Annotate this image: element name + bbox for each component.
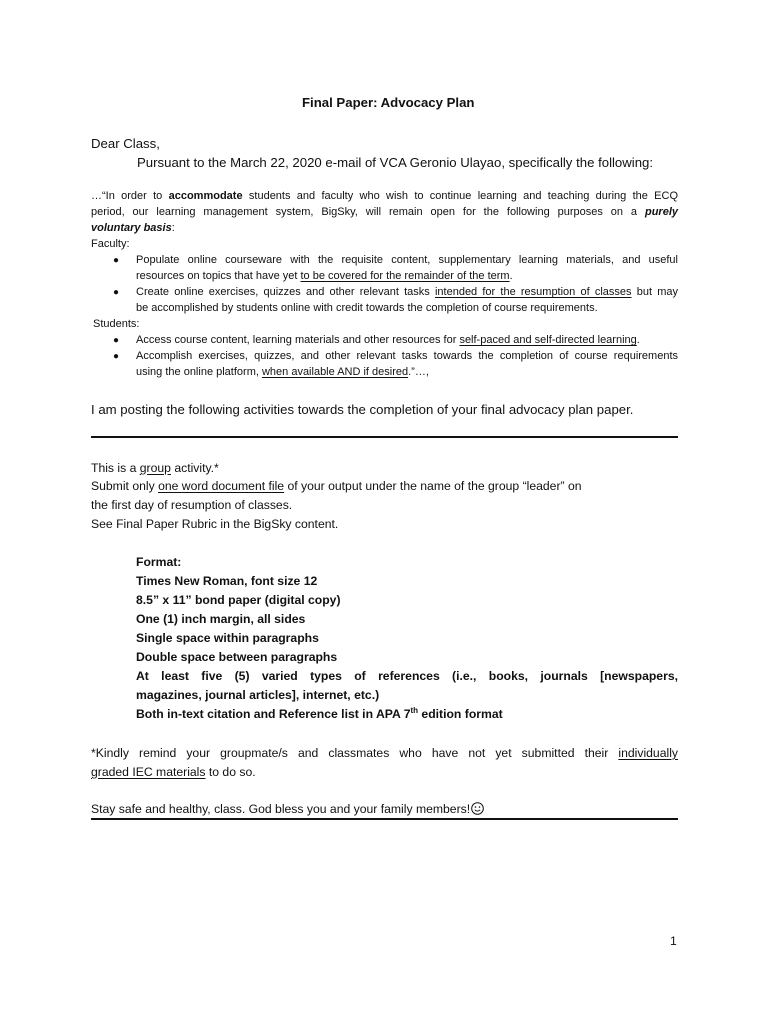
format-item: One (1) inch margin, all sides — [136, 612, 306, 626]
student-item-1-line-1: Access course content, learning materials and other resources for self-paced and self-directed learning. — [136, 334, 640, 346]
closing-line: Stay safe and healthy, class. God bless you and your family members! — [91, 801, 484, 820]
bullet-icon: ● — [113, 351, 120, 362]
reminder-line-2: graded IEC materials to do so. — [91, 765, 256, 779]
page-number: 1 — [670, 934, 677, 948]
format-item: Times New Roman, font size 12 — [136, 574, 318, 588]
divider-bottom — [91, 818, 678, 820]
posting-line: I am posting the following activities towards the completion of your final advocacy plan paper. — [91, 402, 634, 417]
faculty-item-1-line-1: Populate online courseware with the requisite content, supplementary learning materials, and useful — [136, 254, 678, 266]
salutation: Dear Class, — [91, 136, 160, 151]
activity-line-1: This is a group activity.* — [91, 461, 219, 475]
activity-line-2: Submit only one word document file of your output under the name of the group “leader” on — [91, 479, 582, 493]
intro-line: Pursuant to the March 22, 2020 e-mail of VCA Geronio Ulayao, specifically the following: — [137, 155, 654, 170]
student-item-2-line-2: using the online platform, when available AND if desired.”…, — [136, 366, 429, 378]
format-refs-line-1: At least five (5) varied types of references (i.e., books, journals [newspapers, — [136, 669, 678, 683]
faculty-item-2-line-1: Create online exercises, quizzes and other relevant tasks intended for the resumption of classes but may — [136, 286, 679, 298]
format-heading: Format: — [136, 555, 182, 569]
bullet-icon: ● — [113, 287, 120, 298]
faculty-item-2-line-2: be accomplished by students online with credit towards the completion of course requirements. — [136, 302, 598, 314]
quote-line-2: period, our learning management system, BigSky, will remain open for the following purposes on a purely — [91, 206, 678, 218]
quote-line-1: …“In order to accommodate students and faculty who wish to continue learning and teaching during the ECQ — [91, 190, 678, 202]
students-label: Students: — [93, 318, 140, 330]
format-apa-line: Both in-text citation and Reference list in APA 7th edition format — [136, 705, 503, 721]
student-item-2-line-1: Accomplish exercises, quizzes, and other relevant tasks towards the completion of course requirements — [136, 350, 678, 362]
faculty-item-1-line-2: resources on topics that have yet to be covered for the remainder of the term. — [136, 270, 513, 282]
faculty-label: Faculty: — [91, 238, 130, 250]
format-item: 8.5” x 11” bond paper (digital copy) — [136, 593, 341, 607]
activity-line-4: See Final Paper Rubric in the BigSky content. — [91, 517, 339, 531]
format-refs-line-2: magazines, journal articles], internet, etc.) — [136, 688, 380, 702]
divider-top — [91, 436, 678, 438]
quote-line-3: voluntary basis: — [91, 222, 175, 234]
reminder-line-1: *Kindly remind your groupmate/s and classmates who have not yet submitted their individually — [91, 746, 678, 760]
bullet-icon: ● — [113, 335, 120, 346]
bullet-icon: ● — [113, 255, 120, 266]
activity-line-3: the first day of resumption of classes. — [91, 498, 293, 512]
format-item: Double space between paragraphs — [136, 650, 338, 664]
format-item: Single space within paragraphs — [136, 631, 319, 645]
page-title: Final Paper: Advocacy Plan — [302, 95, 475, 110]
